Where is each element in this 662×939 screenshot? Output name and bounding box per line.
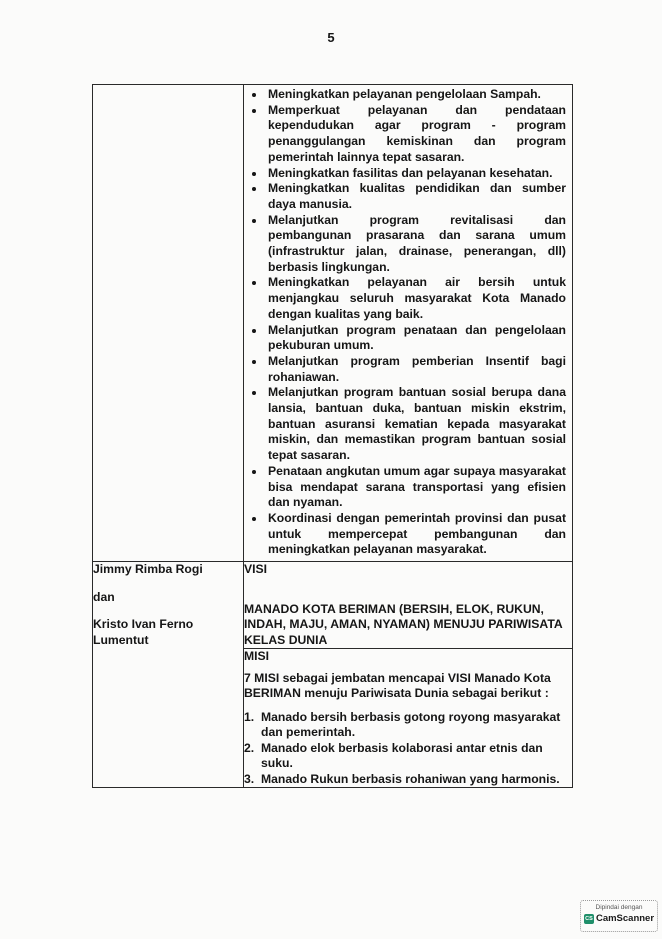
candidate-name-2: Kristo Ivan Ferno Lumentut [93,617,194,647]
list-item: 1. Manado bersih berbasis gotong royong masyarakat dan pemerintah. [244,709,561,740]
list-item: Melanjutkan program pemberian Insentif bagi rohaniawan. [250,354,566,385]
candidate-names-cell [93,562,244,788]
bullet-icon [252,281,256,285]
vision-mission-table [92,84,573,788]
list-item: Meningkatkan pelayanan pengelolaan Sampah. [250,87,566,103]
list-item: Meningkatkan kualitas pendidikan dan sumber daya manusia. [250,181,566,212]
visi-heading: VISI [244,562,268,577]
list-item: Memperkuat pelayanan dan pendataan kependudukan agar program - program penanggulangan kemiskinan dan program pemerintah lainnya tepat sasaran. [250,103,566,166]
table-row [93,85,573,562]
visi-text: MANADO KOTA BERIMAN (BERSIH, ELOK, RUKUN, INDAH, MAJU, AMAN, NYAMAN) MENUJU PARIWISATA KELAS DUNIA [244,601,563,647]
camscanner-logo-icon: CS [585,915,593,922]
bullet-icon [252,470,256,474]
watermark-brand [581,913,657,924]
list-item: Meningkatkan pelayanan air bersih untuk menjangkau seluruh masyarakat Kota Manado dengan kualitas yang baik. [250,275,566,322]
list-item: Melanjutkan program bantuan sosial berupa dana lansia, bantuan duka, bantuan miskin ekstrim, bantuan asuransi kematian kepada masyarakat miskin, dan memastikan program bantuan sosial tepat sasaran. [250,385,566,464]
watermark-brand-name: CamScanner [595,913,655,924]
bullet-icon [252,517,256,521]
misi-cell [244,649,573,788]
misi-intro: 7 MISI sebagai jembatan mencapai VISI Manado Kota BERIMAN menuju Pariwisata Dunia sebagai berikut : [244,670,551,701]
empty-candidate-cell [93,85,244,562]
bullet-icon [252,329,256,333]
list-item: Melanjutkan program revitalisasi dan pembangunan prasarana dan sarana umum (infrastruktur jalan, drainase, penerangan, dll) berbasis lingkungan. [250,213,566,276]
bullet-icon [252,172,256,176]
program-list-cell [244,85,573,562]
bullet-icon [252,187,256,191]
bullet-icon [252,109,256,113]
list-item: Meningkatkan fasilitas dan pelayanan kesehatan. [250,166,566,182]
program-list [244,85,572,561]
camscanner-watermark [580,900,658,932]
page-number: 5 [327,30,335,45]
candidate-conjunction: dan [93,589,115,604]
visi-cell [244,562,573,649]
misi-list [244,710,572,788]
list-item: Penataan angkutan umum agar supaya masyarakat bisa mendapat sarana transportasi yang efisien dan nyaman. [250,464,566,511]
misi-heading: MISI [244,649,270,664]
list-item: Melanjutkan program penataan dan pengelolaan pekuburan umum. [250,323,566,354]
list-item: 3. Manado Rukun berbasis rohaniwan yang harmonis. [244,771,560,786]
bullet-icon [252,391,256,395]
bullet-icon [252,360,256,364]
candidate-name-1: Jimmy Rimba Rogi [93,562,203,577]
list-item: Koordinasi dengan pemerintah provinsi dan pusat untuk mempercepat pembangunan dan meningkatkan pelayanan masyarakat. [250,511,566,558]
list-item: 2. Manado elok berbasis kolaborasi antar etnis dan suku. [244,740,543,771]
watermark-caption: Dipindai dengan [595,904,643,911]
table-row [93,562,573,649]
bullet-icon [252,219,256,223]
bullet-icon [252,93,256,97]
